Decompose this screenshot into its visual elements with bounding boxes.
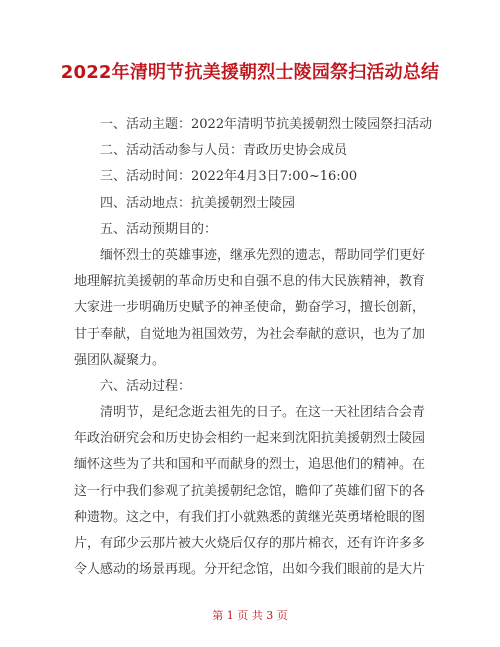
item-location: 四、活动地点：抗美援朝烈士陵园 — [100, 195, 296, 211]
item-time: 三、活动时间：2022年4月3日7:00~16:00 — [100, 169, 358, 185]
process-line: 这一行中我们参观了抗美援朝纪念馆，瞻仰了英雄们留下的各 — [74, 483, 426, 499]
document-title: 2022年清明节抗美援朝烈士陵园祭扫活动总结 — [60, 62, 440, 83]
process-line: 片，有邱少云那片被大火烧后仅存的那片棉衣，还有许许多多 — [74, 536, 426, 551]
page-number-footer: 第 1 页 共 3 页 — [212, 609, 288, 622]
purpose-line: 强团队凝聚力。 — [74, 352, 166, 368]
purpose-line: 甘于奉献，自觉地为祖国效劳，为社会奉献的意识，也为了加 — [74, 326, 426, 342]
purpose-line: 地理解抗美援朝的革命历史和自强不息的伟大民族精神，教育 — [74, 274, 426, 290]
purpose-line: 大家进一步明确历史赋予的神圣使命，勤奋学习，擅长创新， — [74, 300, 426, 316]
document-body — [74, 112, 434, 583]
process-line: 清明节，是纪念逝去祖先的日子。在这一天社团结合会青 — [100, 405, 426, 421]
process-paragraph — [74, 400, 434, 583]
process-line: 年政治研究会和历史协会相约一起来到沈阳抗美援朝烈士陵园 — [74, 431, 426, 447]
process-line: 令人感动的场景再现。分开纪念馆，出如今我们眼前的是大片 — [74, 562, 426, 578]
process-line: 种遗物。这之中，有我们打小就熟悉的黄继光英勇堵枪眼的图 — [74, 509, 426, 525]
item-process: 六、活动过程： — [100, 378, 192, 394]
item-theme: 一、活动主题：2022年清明节抗美援朝烈士陵园祭扫活动 — [100, 117, 433, 132]
process-line: 缅怀这些为了共和国和平而献身的烈士，追思他们的精神。在 — [74, 457, 426, 473]
item-purpose: 五、活动预期目的： — [100, 221, 218, 237]
purpose-paragraph — [74, 243, 434, 374]
purpose-line: 缅怀烈士的英雄事迹，继承先烈的遗志，帮助同学们更好 — [100, 247, 426, 263]
item-participants: 二、活动活动参与人员：青政历史协会成员 — [100, 143, 348, 159]
